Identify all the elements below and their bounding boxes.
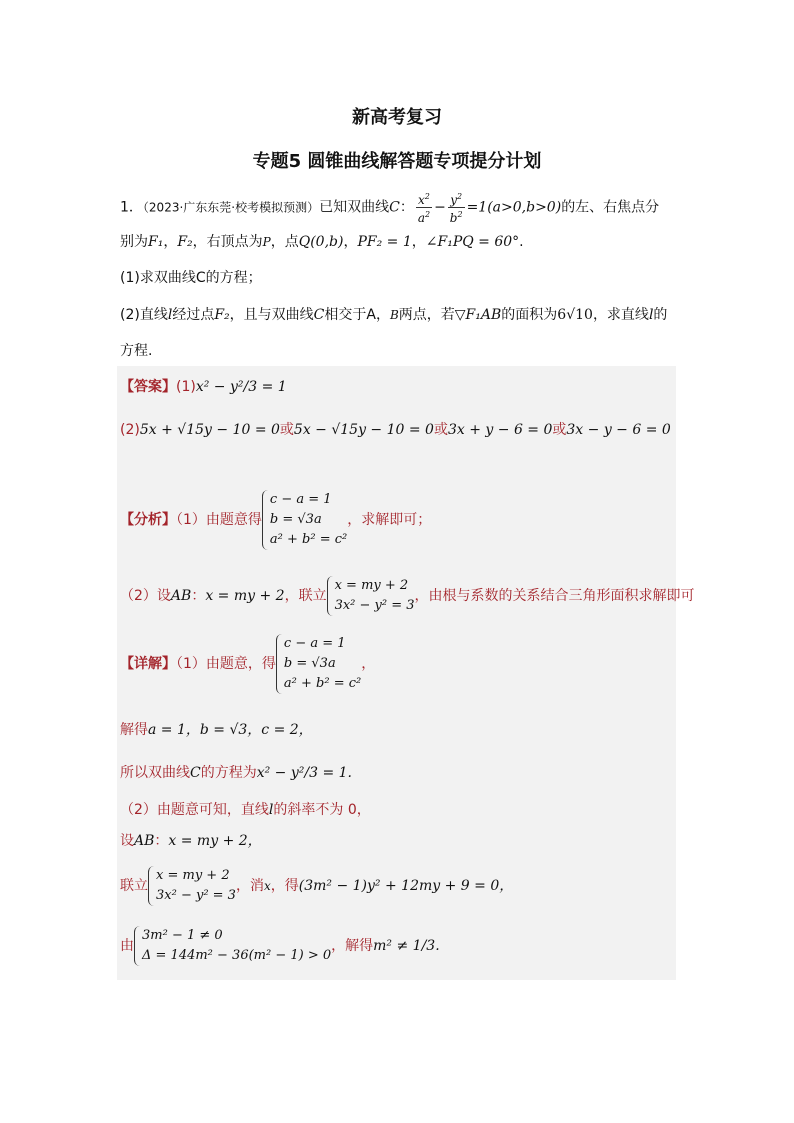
analysis-line-2 <box>120 576 695 616</box>
answer-label: (2) <box>120 422 140 438</box>
question-part-2-end: 方程. <box>120 343 153 359</box>
system-row: c − a = 1 <box>283 636 346 651</box>
focus-f2: F₂ <box>177 234 193 250</box>
colon: ： <box>399 199 414 216</box>
solve-values: a = 1，b = √3，c = 2， <box>148 722 313 738</box>
system-row: x = my + 2 <box>156 868 230 883</box>
question-text: 的左、右焦点分 <box>561 199 660 216</box>
angle-condition: ∠F₁PQ = 60° <box>425 234 520 250</box>
answer-label: (1) <box>176 379 196 395</box>
question-text: 已知双曲线 <box>319 199 390 216</box>
question-text: ，求直线 <box>592 307 649 323</box>
analysis-text: （2）设 <box>120 588 171 604</box>
or-word: 或 <box>279 422 294 438</box>
line-equation: x = my + 2 <box>205 588 285 604</box>
condition: =1(a>0,b>0) <box>466 199 562 216</box>
system-row: Δ = 144m² − 36(m² − 1) > 0 <box>142 948 332 963</box>
detail-text: 解得 <box>120 722 148 738</box>
system-row: b = √3a <box>269 512 322 527</box>
detail-text: ： <box>154 833 169 849</box>
question-text: ，点 <box>270 234 299 250</box>
brace <box>148 866 155 906</box>
quadratic-equation: (3m² − 1)y² + 12my + 9 = 0， <box>298 878 514 894</box>
triangle-f1ab: ▽F₁AB <box>454 307 502 323</box>
equation-system <box>327 576 415 616</box>
system-row: b = √3a <box>283 656 336 671</box>
question-text: 经过点 <box>172 307 215 323</box>
or-word: 或 <box>552 422 567 438</box>
detail-text: （2）由题意可知，直线 <box>120 802 269 818</box>
question-text: (2)直线 <box>120 307 168 323</box>
question-text: 相交于A， <box>324 307 390 323</box>
system-row: a² + b² = c² <box>283 676 362 691</box>
system-row: x = my + 2 <box>334 578 409 593</box>
system-row: a² + b² = c² <box>269 532 348 547</box>
numerator: y <box>450 193 458 207</box>
brace <box>276 634 283 694</box>
question-line-2: 别为F₁，F₂，右顶点为P，点Q(0,b)，PF₂ = 1，∠F₁PQ = 60°. <box>120 234 524 250</box>
answer-line-1 <box>120 377 287 397</box>
line-l: l <box>648 307 654 323</box>
document-title: 新高考复习 <box>352 107 442 128</box>
detail-condition-line <box>120 926 440 966</box>
analysis-line-1 <box>120 490 431 550</box>
analysis-text: ，求解即可； <box>347 512 432 528</box>
system-row: c − a = 1 <box>269 492 332 507</box>
detail-text: 联立 <box>120 878 148 894</box>
focus-f1: F₁ <box>148 234 164 250</box>
detail-tag: 【详解】 <box>120 656 176 672</box>
detail-part2-line <box>120 800 371 820</box>
brace <box>262 490 269 550</box>
point-p: P <box>262 235 271 249</box>
result-value: m² ≠ 1/3. <box>373 938 440 954</box>
analysis-text: ： <box>191 588 206 604</box>
question-text: 的面积为 <box>501 307 558 323</box>
question-text: ，且与双曲线 <box>229 307 314 323</box>
fraction-y2-b2: $\frac{y^2}{b^2}$ <box>449 192 463 225</box>
equation-system <box>262 490 347 550</box>
question-part-1: (1)求双曲线C的方程； <box>120 270 262 286</box>
analysis-text: ，由根与系数的关系结合三角形面积求解即可 <box>414 588 695 604</box>
system-row: 3x² − y² = 3 <box>334 598 415 613</box>
question-text: 别为 <box>120 234 148 250</box>
detail-text: （1）由题意，得 <box>176 656 276 672</box>
denominator: b <box>449 211 458 225</box>
detail-solve-line <box>120 720 313 740</box>
answer-equation: 3x − y − 6 = 0 <box>566 422 671 438</box>
answer-tag: 【答案】 <box>120 379 176 395</box>
curve-name: C <box>313 307 325 323</box>
hyperbola-equation: x² − y²/3 = 1. <box>256 765 352 781</box>
analysis-text: （1）由题意得 <box>176 512 262 528</box>
analysis-tag: 【分析】 <box>120 512 176 528</box>
or-word: 或 <box>433 422 448 438</box>
line-l: l <box>167 307 173 323</box>
question-text: ，右顶点为 <box>192 234 263 250</box>
detail-set-line <box>120 831 262 851</box>
brace <box>327 576 334 616</box>
detail-text: ，解得 <box>331 938 374 954</box>
equation-system <box>276 634 361 694</box>
question-text: 的 <box>653 307 668 323</box>
question-part-2 <box>120 305 680 325</box>
detail-line-1 <box>120 634 375 694</box>
focus-f2: F₂ <box>214 307 230 323</box>
area-value: 6√10 <box>557 307 593 323</box>
point-b: B <box>389 308 399 322</box>
answer-equation: 5x + √15y − 10 = 0 <box>139 422 280 438</box>
curve-name: C <box>389 199 400 216</box>
question-number: 1． <box>120 199 143 216</box>
line-equation: x = my + 2， <box>168 833 262 849</box>
detail-text: ， <box>361 656 376 672</box>
detail-text: 设 <box>120 833 134 849</box>
detail-text: 所以双曲线 <box>120 765 190 781</box>
fraction-x2-a2: $\frac{x^2}{a^2}$ <box>417 192 431 225</box>
detail-text: ，消 <box>235 878 264 894</box>
point-q: Q(0,b) <box>298 234 344 250</box>
document-subtitle: 专题5 圆锥曲线解答题专项提分计划 <box>252 151 542 172</box>
detail-text: ，得 <box>270 878 299 894</box>
system-row: 3x² − y² = 3 <box>156 888 236 903</box>
detail-join-line <box>120 866 513 906</box>
answer-equation: 3x + y − 6 = 0 <box>447 422 553 438</box>
system-row: 3m² − 1 ≠ 0 <box>142 928 223 943</box>
line-l: l <box>268 802 274 818</box>
equation-system <box>134 926 331 966</box>
detail-text: 由 <box>120 938 134 954</box>
question-source: （2023·广东东莞·校考模拟预测） <box>142 200 320 215</box>
equation-system <box>148 866 236 906</box>
denominator: a <box>417 211 425 225</box>
detail-text: 的方程为 <box>200 765 257 781</box>
segment-ab: AB <box>170 588 192 604</box>
analysis-text: ，联立 <box>284 588 327 604</box>
detail-text: 的斜率不为 0， <box>273 802 371 818</box>
question-line-1: 1．（2023·广东东莞·校考模拟预测）已知双曲线C： $\frac{x^2}{a^2}$ − $\frac{y^2}{b^2}$ =1(a>0,b>0)的左、右焦点分 <box>120 192 660 225</box>
question-text: 两点，若 <box>398 307 455 323</box>
segment-ab: AB <box>134 833 155 849</box>
numerator: x <box>418 193 425 207</box>
answer-equation: 5x − √15y − 10 = 0 <box>293 422 434 438</box>
variable-x: x <box>263 879 271 893</box>
detail-conclusion-line <box>120 763 352 783</box>
brace <box>134 926 141 966</box>
curve-name: C <box>190 765 201 781</box>
pf2-length: PF₂ = 1 <box>357 234 412 250</box>
answer-line-2 <box>120 420 671 440</box>
answer-equation: x² − y²/3 = 1 <box>195 379 287 395</box>
